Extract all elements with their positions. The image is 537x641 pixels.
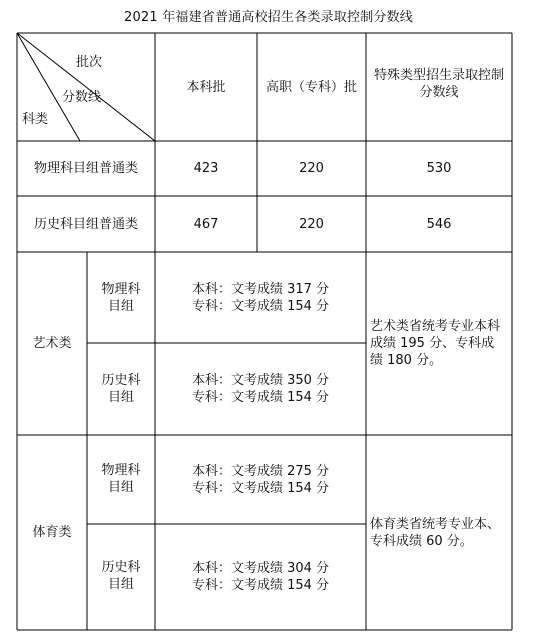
sport-note: 体育类省统考专业本、专科成绩 60 分。 [370, 516, 501, 549]
sport-physics-subgroup: 物理科目组 [101, 463, 141, 495]
art-history-scores [155, 343, 366, 435]
header-vocational: 高职（专科）批 [265, 79, 357, 95]
table-title: 2021 年福建省普通高校招生各类录取控制分数线 [123, 10, 414, 25]
sport-physics-undergraduate-score: 本科：文考成绩 275 分 [191, 463, 330, 479]
header-batch-label: 批次 [76, 55, 103, 70]
sport-history-scores [155, 524, 366, 630]
value-history-vocational: 220 [299, 216, 324, 232]
row-label-physics-general: 物理科目组普通类 [33, 161, 138, 176]
category-art: 艺术类 [32, 336, 72, 351]
value-history-undergraduate: 467 [193, 216, 219, 232]
art-physics-undergraduate-score: 本科：文考成绩 317 分 [191, 281, 330, 297]
art-physics-subgroup: 物理科目组 [101, 282, 141, 314]
header-undergraduate: 本科批 [186, 79, 226, 95]
sport-history-vocational-score: 专科：文考成绩 154 分 [191, 578, 330, 593]
art-history-vocational-score: 专科：文考成绩 154 分 [191, 390, 330, 405]
art-history-subgroup: 历史科目组 [101, 373, 141, 405]
sport-history-subgroup: 历史科目组 [101, 560, 141, 592]
value-history-special: 546 [426, 216, 452, 232]
art-history-undergraduate-score: 本科：文考成绩 350 分 [191, 373, 330, 388]
sport-physics-vocational-score: 专科：文考成绩 154 分 [191, 480, 330, 496]
header-category-label: 科类 [22, 112, 49, 127]
art-note: 艺术类省统考专业本科成绩 195 分、专科成绩 180 分。 [370, 319, 501, 368]
value-physics-undergraduate: 423 [193, 161, 219, 176]
value-physics-vocational: 220 [299, 161, 324, 176]
sport-history-undergraduate-score: 本科：文考成绩 304 分 [191, 561, 330, 576]
value-physics-special: 530 [426, 161, 452, 176]
art-physics-vocational-score: 专科：文考成绩 154 分 [191, 298, 330, 314]
header-special-type: 特殊类型招生录取控制分数线 [373, 68, 504, 100]
header-score-label: 分数线 [62, 90, 102, 105]
category-sport: 体育类 [32, 525, 72, 540]
row-label-history-general: 历史科目组普通类 [33, 216, 138, 232]
sport-physics-scores [155, 435, 366, 524]
art-physics-scores [155, 252, 366, 343]
